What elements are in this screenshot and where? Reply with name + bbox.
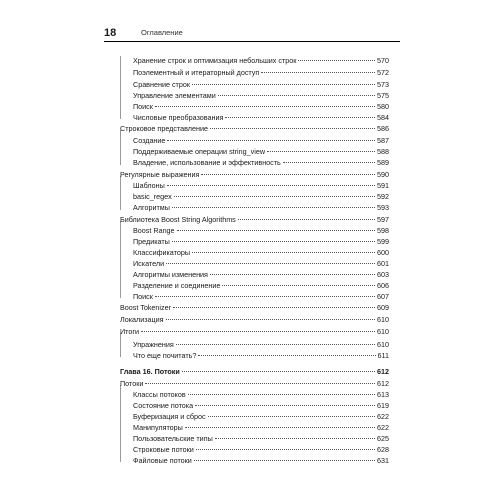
dot-leader [195,405,375,406]
toc-entry[interactable] [133,412,389,422]
dot-leader [225,117,375,118]
toc-entry-title: Владение, использование и эффективность [133,158,281,167]
group-bar [120,56,121,119]
dot-leader [283,162,375,163]
toc-entry-page: 580 [377,102,389,111]
toc-entry-page: 600 [377,248,389,257]
group-bar [120,221,121,298]
toc-entry-title: Состояние потока [133,401,194,410]
toc-entry[interactable] [133,102,389,112]
toc-entry[interactable] [133,292,389,302]
toc-entry-title: Упражнения [133,340,174,349]
toc-entry-page: 586 [377,124,389,133]
toc-entry-page: 625 [377,434,389,443]
toc-entry[interactable] [120,170,389,180]
toc-entry-title: Алгоритмы [133,203,170,212]
toc-entry[interactable] [133,456,389,466]
toc-entry[interactable] [133,340,389,350]
toc-entry[interactable] [133,113,389,123]
dot-leader [145,383,375,384]
toc-entry[interactable] [133,248,389,258]
dot-leader [196,449,375,450]
toc-entry-title: Алгоритмы изменения [133,270,208,279]
toc-entry-title: Что еще почитать? [133,351,197,360]
toc-entry[interactable] [133,281,389,291]
toc-entry-title: Классы потоков [133,390,186,399]
toc-entry-page: 622 [377,412,389,421]
toc-entry-page: 603 [377,270,389,279]
dot-leader [210,274,375,275]
dot-leader [267,151,375,152]
toc-entry[interactable] [120,303,389,313]
toc-entry-title: Числовые преобразования [133,113,224,122]
toc-entry-page: 587 [377,136,389,145]
dot-leader [173,307,375,308]
toc-entry-page: 589 [377,158,389,167]
toc-entry[interactable] [133,226,389,236]
toc-entry-page: 598 [377,226,389,235]
dot-leader [210,128,375,129]
dot-leader [298,60,375,61]
toc-entry-page: 628 [377,445,389,454]
toc-entry-page: 584 [377,113,389,122]
toc-entry-title: Поиск [133,102,153,111]
dot-leader [166,319,375,320]
toc-entry-title: Итоги [120,327,140,336]
toc-entry[interactable] [133,237,389,247]
toc-entry-page: 622 [377,423,389,432]
dot-leader [155,296,375,297]
dot-leader [218,95,375,96]
toc-entry-page: 606 [377,281,389,290]
page-number: 18 [104,27,117,39]
toc-entry-title: Хранение строк и оптимизация небольших строк [133,56,297,65]
dot-leader [167,140,375,141]
toc-entry-title: Буферизация и сброс [133,412,206,421]
toc-entry-page: 610 [377,340,389,349]
toc-entry-title: Файловые потоки [133,456,192,465]
group-bar [120,385,121,462]
toc-entry[interactable] [133,203,389,213]
toc-entry-title: Библиотека Boost String Algorithms [120,215,236,224]
toc-entry[interactable] [120,379,389,389]
toc-entry[interactable] [120,315,389,325]
toc-entry[interactable] [133,270,389,280]
toc-entry[interactable] [133,80,389,90]
toc-entry[interactable] [133,56,389,66]
toc-entry[interactable] [133,192,389,202]
toc-entry-title: Поддерживаемые операции string_view [133,147,266,156]
toc-entry-page: 612 [377,379,389,388]
dot-leader [261,72,375,73]
toc-entry-page: 612 [377,367,389,376]
toc-entry[interactable] [133,390,389,400]
toc-entry[interactable] [133,423,389,433]
toc-entry[interactable] [133,259,389,269]
toc-entry-page: 570 [377,56,389,65]
toc-entry-page: 572 [377,68,389,77]
dot-leader [177,230,375,231]
toc-entry-title: basic_regex [133,192,172,201]
dot-leader [192,252,375,253]
toc-entry-page: 611 [377,351,389,360]
toc-entry[interactable] [133,136,389,146]
toc-entry-title: Boost Range [133,226,175,235]
toc-entry-title: Искатели [133,259,165,268]
dot-leader [174,196,375,197]
toc-entry[interactable] [133,91,389,101]
toc-entry[interactable] [133,147,389,157]
dot-leader [194,460,375,461]
toc-entry[interactable] [133,445,389,455]
toc-entry-title: Управление элементами [133,91,216,100]
toc-entry[interactable] [120,124,389,134]
toc-entry-page: 599 [377,237,389,246]
running-header-title: Оглавление [141,28,183,37]
toc-entry-page: 601 [377,259,389,268]
toc-entry-page: 609 [377,303,389,312]
toc-entry-page: 597 [377,215,389,224]
toc-entry-page: 590 [377,170,389,179]
toc-entry-page: 592 [377,192,389,201]
toc-entry-title: Поиск [133,292,153,301]
toc-entry[interactable] [133,401,389,411]
toc-entry[interactable] [133,181,389,191]
toc-entry-page: 631 [377,456,389,465]
toc-entry-title: Регулярные выражения [120,170,200,179]
dot-leader [192,84,375,85]
group-bar [120,130,121,165]
toc-entry[interactable] [120,215,389,225]
toc-entry[interactable] [133,158,389,168]
toc-entry-title: Локализация [120,315,164,324]
dot-leader [141,331,375,332]
dot-leader [188,394,375,395]
toc-entry[interactable] [133,68,389,78]
dot-leader [182,371,375,372]
dot-leader [201,174,375,175]
toc-entry-page: 575 [377,91,389,100]
toc-entry-title: Boost Tokenizer [120,303,172,312]
toc-entry-title: Сравнение строк [133,80,190,89]
toc-entry-title: Поэлементный и итераторный доступ [133,68,260,77]
dot-leader [167,185,375,186]
toc-entry-title: Создание [133,136,166,145]
toc-entry-page: 591 [377,181,389,190]
dot-leader [185,427,375,428]
dot-leader [215,438,375,439]
dot-leader [172,207,375,208]
dot-leader [198,355,375,356]
toc-entry-page: 619 [377,401,389,410]
toc-entry-title: Строковое представление [120,124,208,133]
toc-entry-title: Классификаторы [133,248,191,257]
dot-leader [176,344,375,345]
toc-entry-title: Предикаты [133,237,170,246]
toc-entry-title: Шаблоны [133,181,165,190]
toc-entry-title: Глава 16. Потоки [120,367,180,376]
toc-entry-page: 613 [377,390,389,399]
toc-entry-title: Строковые потоки [133,445,194,454]
toc-entry-page: 610 [377,327,389,336]
toc-entry-title: Разделение и соединение [133,281,221,290]
dot-leader [166,263,375,264]
toc-entry-title: Манипуляторы [133,423,183,432]
toc-entry[interactable] [133,434,389,444]
toc-entry[interactable] [120,327,389,337]
dot-leader [172,241,375,242]
toc-entry-page: 588 [377,147,389,156]
toc-entry-page: 573 [377,80,389,89]
toc-entry-page: 607 [377,292,389,301]
dot-leader [208,416,375,417]
dot-leader [238,219,375,220]
toc-entry-page: 610 [377,315,389,324]
toc-entry-page: 593 [377,203,389,212]
toc-entry-title: Потоки [120,379,144,388]
dot-leader [155,106,375,107]
toc-entry-title: Пользовательские типы [133,434,213,443]
group-bar [120,176,121,210]
toc-chapter-entry[interactable] [120,367,389,377]
dot-leader [222,285,375,286]
toc-entry[interactable] [133,351,389,361]
